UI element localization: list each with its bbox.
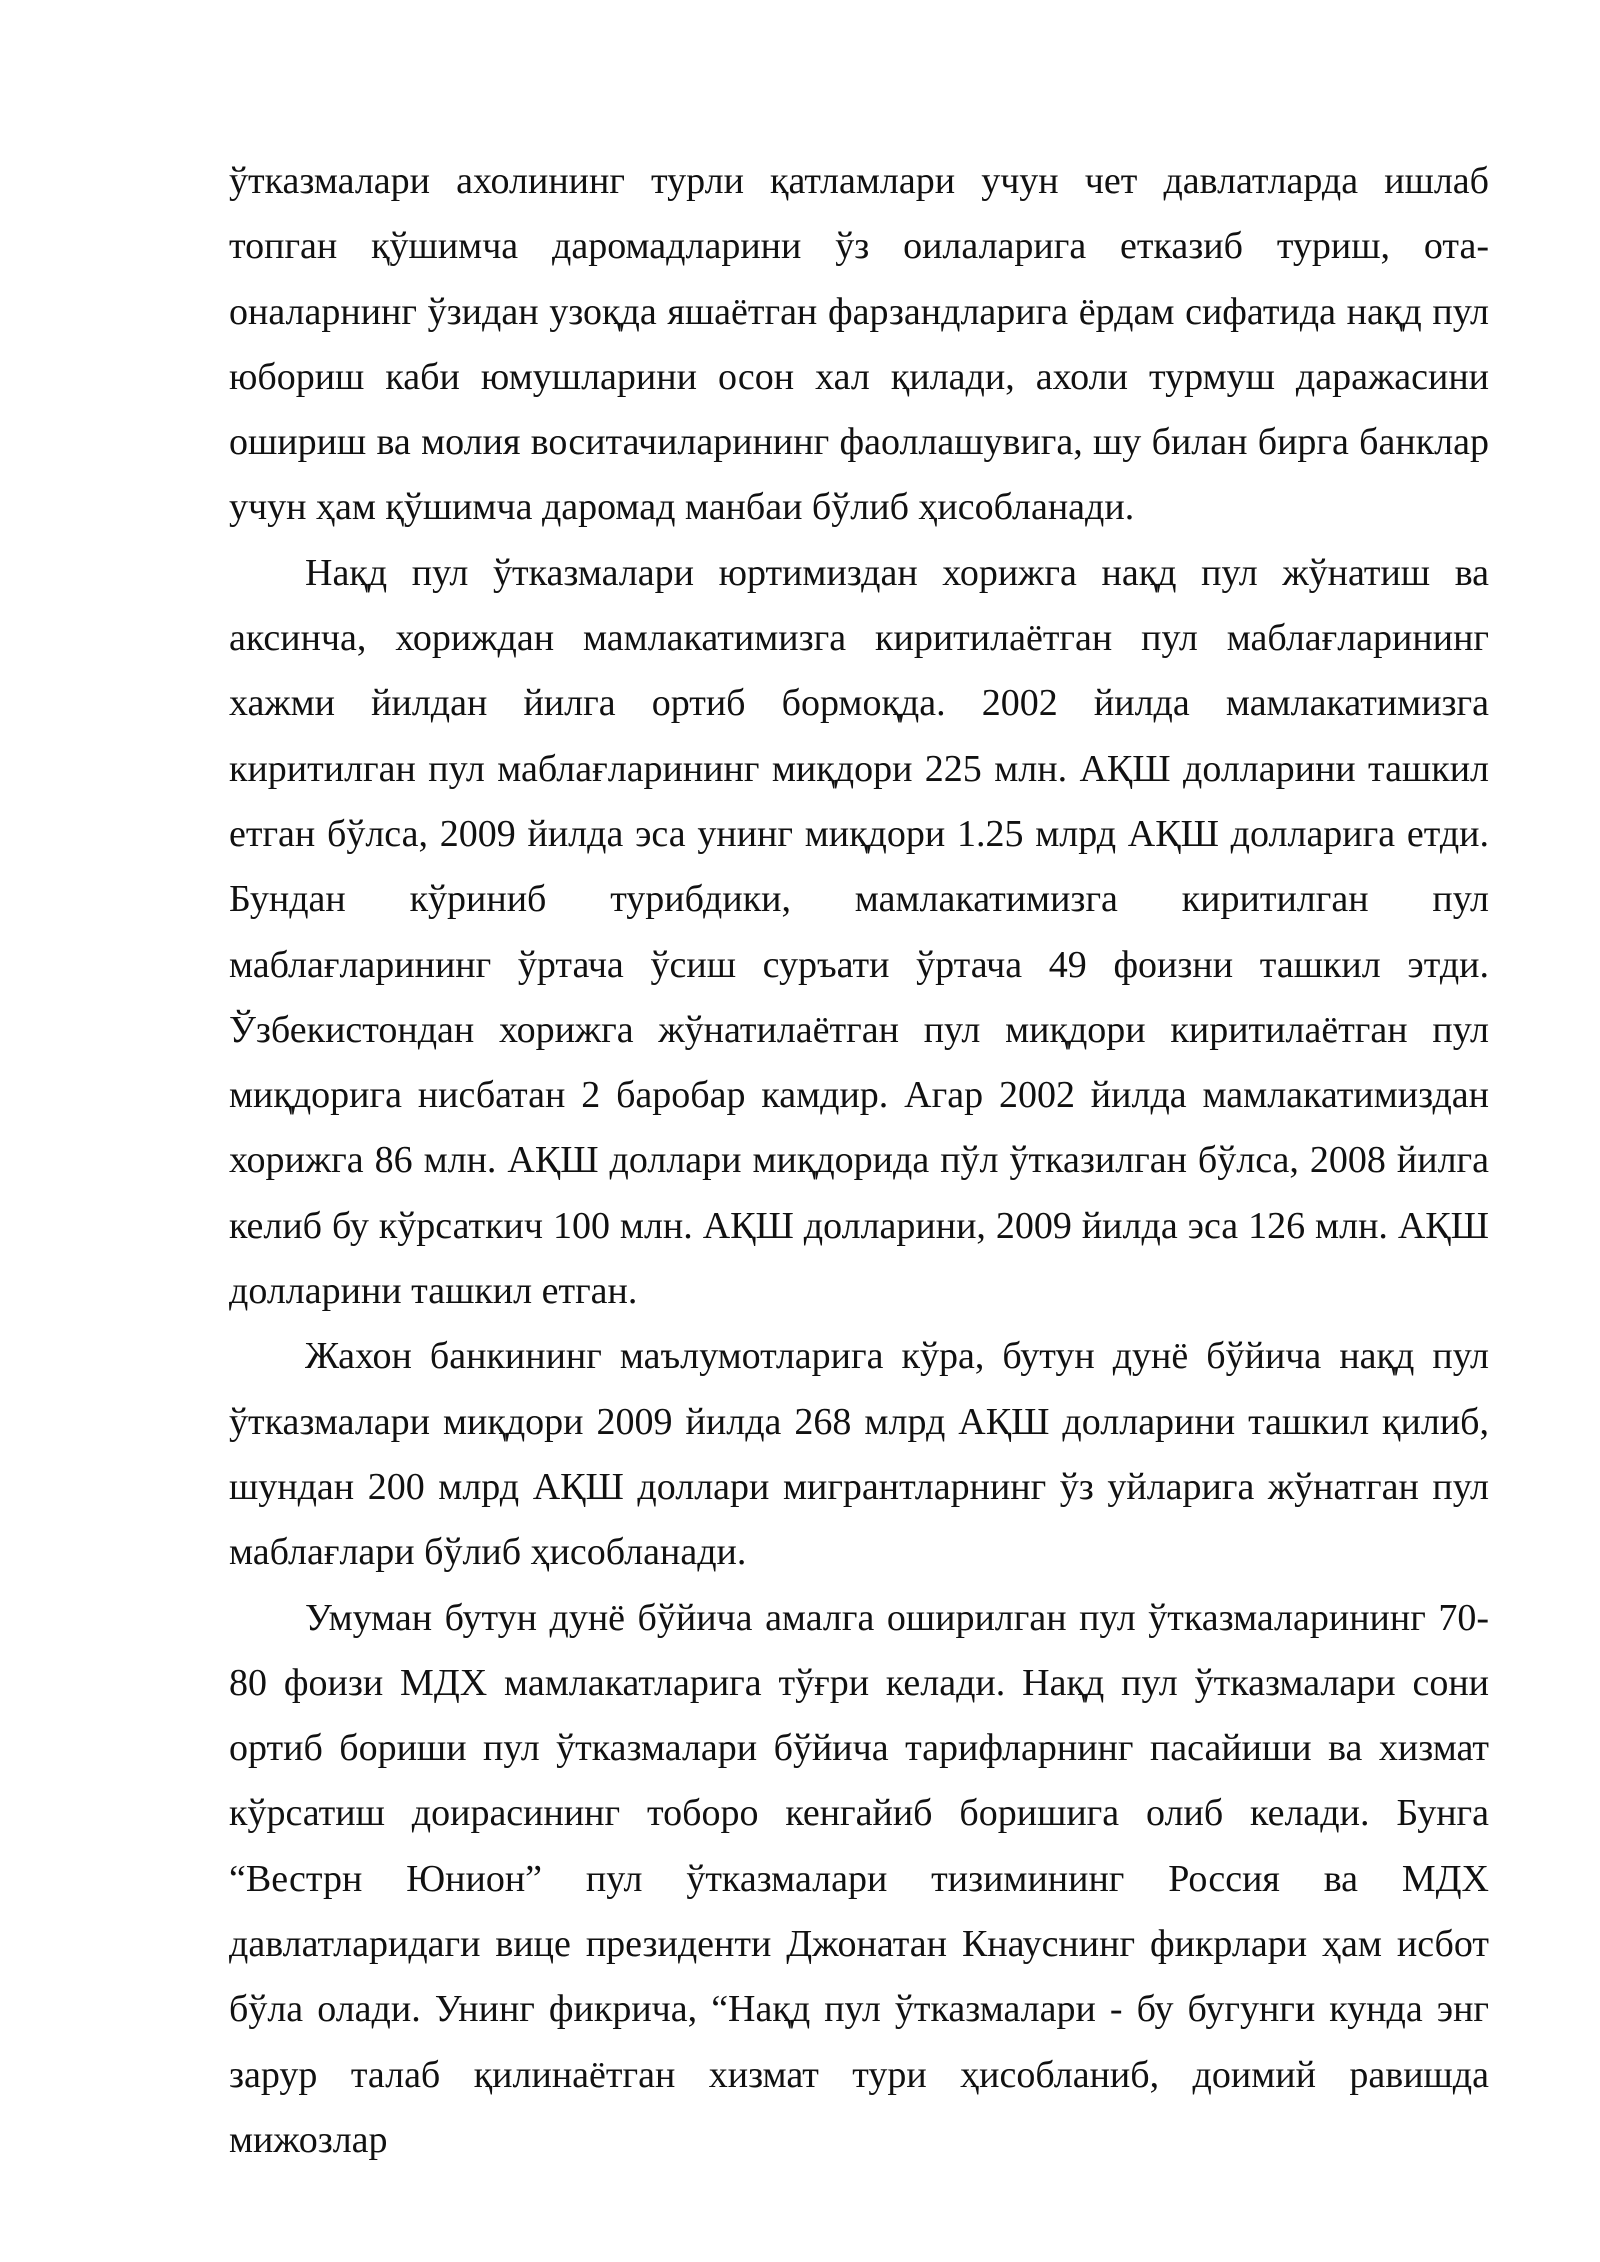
paragraph-2: Нақд пул ўтказмалари юртимиздан хорижга нақд пул жўнатиш ва аксинча, хориждан мамлакатимизга киритилаётган пул маблағларининг хажми йилдан йилга ортиб бормоқда. 2002 йилда мамлакатимизга киритилган пул маблағларининг миқдори 225 млн. АҚШ долларини ташкил етган бўлса, 2009 йилда эса унинг миқдори 1.25 млрд АҚШ долларига етди. Бундан кўриниб турибдики, мамлакатимизга киритилган пул маблағларининг ўртача ўсиш суръати ўртача 49 фоизни ташкил этди. Ўзбекистондан хорижга жўнатилаётган пул миқдори киритилаётган пул миқдорига нисбатан 2 баробар камдир. Агар 2002 йилда мамлакатимиздан хорижга 86 млн. АҚШ доллари миқдорида пўл ўтказилган бўлса, 2008 йилга келиб бу кўрсаткич 100 млн. АҚШ долларини, 2009 йилда эса 126 млн. АҚШ долларини ташкил етган.	[229, 551, 1489, 1313]
paragraph-3: Жахон банкининг маълумотларига кўра, бутун дунё бўйича нақд пул ўтказмалари миқдори 2009 йилда 268 млрд АҚШ долларини ташкил қилиб, шундан 200 млрд АҚШ доллари мигрантларнинг ўз уйларига жўнатган пул маблағлари бўлиб ҳисобланади.	[229, 1335, 1489, 1574]
document-page	[229, 149, 1489, 2173]
paragraph-1: ўтказмалари ахолининг турли қатламлари учун чет давлатларда ишлаб топган қўшимча даромадларини ўз оилаларига етказиб туриш, ота-оналарнинг ўзидан узоқда яшаётган фарзандларига ёрдам сифатида нақд пул юбориш каби юмушларини осон хал қилади, ахоли турмуш даражасини ошириш ва молия воситачиларининг фаоллашувига, шу билан бирга банклар учун ҳам қўшимча даромад манбаи бўлиб ҳисобланади.	[229, 160, 1489, 529]
paragraph-4: Умуман бутун дунё бўйича амалга оширилган пул ўтказмаларининг 70-80 фоизи МДХ мамлакатларига тўғри келади. Нақд пул ўтказмалари сони ортиб бориши пул ўтказмалари бўйича тарифларнинг пасайиши ва хизмат кўрсатиш доирасининг тоборо кенгайиб боришига олиб келади. Бунга “Вестрн Юнион” пул ўтказмалари тизимининг Россия ва МДХ давлатларидаги вице президенти Джонатан Кнауснинг фикрлари ҳам исбот бўла олади. Унинг фикрича, “Нақд пул ўтказмалари - бу бугунги кунда энг зарур талаб қилинаётган хизмат тури ҳисобланиб, доимий равишда мижозлар	[229, 1596, 1489, 2161]
